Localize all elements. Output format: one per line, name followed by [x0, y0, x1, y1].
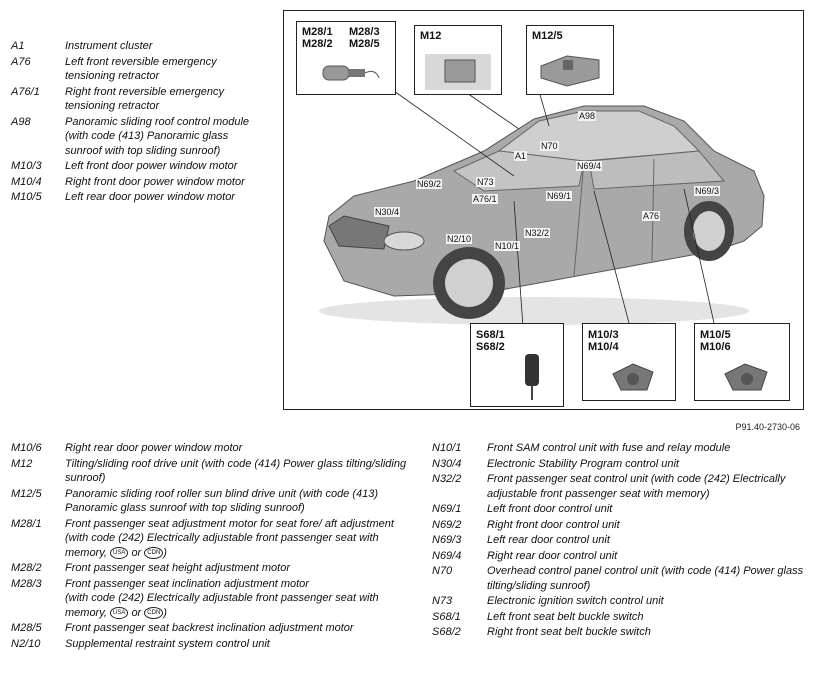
seat-motor-icon [297, 22, 395, 94]
label-n73: N73 [477, 177, 494, 187]
legend-code: N70 [432, 565, 453, 577]
callout-label: S68/1 [476, 329, 505, 341]
callout-label: M28/2 [302, 38, 333, 50]
legend-row [11, 85, 266, 114]
car-diagram [283, 10, 804, 410]
legend-row [432, 594, 807, 609]
label-n70: N70 [541, 141, 558, 151]
legend-row [11, 487, 411, 516]
legend-or: or [131, 606, 142, 619]
legend-row [432, 472, 807, 501]
legend-desc-text: Electronic ignition switch control unit [487, 595, 664, 607]
usa-symbol: USA [110, 607, 128, 619]
legend-code: N10/1 [432, 442, 462, 454]
callout-label: M10/5 [700, 329, 731, 341]
legend-row [432, 625, 807, 640]
callout-label: M28/3 [349, 26, 380, 38]
legend-code: A76/1 [11, 85, 40, 98]
legend-code: N30/4 [432, 457, 462, 470]
callout-roof-drive [414, 25, 502, 95]
legend-desc [65, 577, 411, 621]
callout-label: M12 [420, 30, 442, 42]
legend-desc [487, 441, 807, 456]
legend-note: (with code (242) Electrically adjustable front passenger seat with memory, [65, 592, 379, 619]
label-n69-3: N69/3 [695, 186, 720, 196]
legend-desc-text: Electronic Stability Program control unit [487, 457, 679, 470]
callout-label: M28/1 [302, 26, 333, 38]
label-n2-10: N2/10 [447, 234, 472, 244]
legend-desc [65, 487, 411, 516]
callout-buckle [470, 323, 564, 407]
callout-label: M10/3 [588, 329, 619, 341]
callout-seat-motors [296, 21, 396, 95]
legend-desc-text: Overhead control panel control unit (with code (414) Power glass tilting/sliding sunroof) [487, 565, 804, 592]
legend-desc [487, 610, 807, 625]
legend-row [11, 457, 411, 486]
legend-desc-text: Right front door power window motor [65, 175, 245, 188]
label-a76: A76 [643, 211, 660, 221]
legend-row [11, 621, 411, 636]
legend-code: M10/6 [11, 442, 42, 454]
legend-desc-text: Front passenger seat height adjustment motor [65, 562, 291, 574]
legend-top [11, 39, 266, 206]
legend-desc-text: Tilting/sliding roof drive unit (with code (414) Power glass tilting/sliding sunroof) [65, 457, 407, 484]
legend-desc-text: Right rear door control unit [487, 549, 618, 562]
legend-desc [487, 518, 807, 533]
legend-code: A1 [11, 40, 25, 52]
legend-desc [65, 55, 266, 84]
legend-row [432, 549, 807, 564]
legend-row [11, 637, 411, 652]
legend-row [11, 517, 411, 561]
legend-desc [487, 594, 807, 609]
legend-desc-text: Front SAM control unit with fuse and relay module [487, 442, 731, 454]
legend-desc [487, 549, 807, 564]
legend-desc-text: Panoramic sliding roof control module (with code (413) Panoramic glass sunroof with top sliding sunroof) [65, 115, 250, 157]
buckle-icon [471, 324, 563, 406]
legend-row [11, 39, 266, 54]
legend-code: M10/4 [11, 175, 42, 188]
legend-note: (with code (242) Electrically adjustable front passenger seat with memory, [65, 532, 379, 559]
legend-desc-text: Panoramic sliding roof roller sun blind drive unit (with code (413) Panoramic glass sunroof with top sliding sunroof) [65, 487, 379, 514]
label-n10-1: N10/1 [495, 241, 520, 251]
legend-code: M12 [11, 457, 33, 470]
legend-close: ) [163, 546, 167, 559]
roof-drive-icon [415, 26, 501, 94]
legend-desc-text: Left front reversible emergency tensioning retractor [65, 55, 217, 82]
legend-desc-text: Left rear door power window motor [65, 191, 235, 203]
legend-code: A76 [11, 55, 31, 68]
label-a1: A1 [515, 151, 527, 161]
legend-desc-text: Right front seat belt buckle switch [487, 626, 651, 638]
legend-desc-text: Left front seat belt buckle switch [487, 610, 644, 623]
legend-code: M28/2 [11, 562, 42, 574]
callout-label: M10/6 [700, 341, 731, 353]
legend-desc [487, 533, 807, 548]
legend-desc-text: Left rear door control unit [487, 534, 610, 546]
legend-code: N73 [432, 595, 453, 607]
callout-rear-windows [694, 323, 790, 401]
legend-desc [487, 472, 807, 501]
legend-row [11, 175, 266, 190]
label-n69-1: N69/1 [547, 191, 572, 201]
callout-label: M12/5 [532, 30, 563, 42]
cdn-symbol: CDN [144, 547, 163, 559]
legend-row [11, 190, 266, 205]
legend-desc [65, 621, 411, 636]
label-n30-4: N30/4 [375, 207, 400, 217]
legend-desc-text: Front passenger seat adjustment motor for seat fore/ aft adjustment [65, 517, 394, 530]
legend-row [432, 457, 807, 472]
callout-label: S68/2 [476, 341, 505, 353]
legend-row [11, 115, 266, 159]
legend-code: N69/1 [432, 503, 462, 515]
legend-row [11, 55, 266, 84]
legend-code: M10/3 [11, 160, 42, 172]
label-n69-4: N69/4 [577, 161, 602, 171]
legend-desc-text: Instrument cluster [65, 40, 153, 52]
legend-code: M28/1 [11, 517, 42, 530]
legend-desc [487, 502, 807, 517]
label-n69-2: N69/2 [417, 179, 442, 189]
legend-desc-text: Front passenger seat inclination adjustment motor [65, 577, 309, 590]
legend-row [432, 533, 807, 548]
legend-row [432, 564, 807, 593]
legend-desc [65, 85, 266, 114]
legend-desc [65, 561, 411, 576]
legend-code: M10/5 [11, 191, 42, 203]
legend-bottom-left [11, 441, 411, 652]
legend-desc-text: Front passenger seat backrest inclination adjustment motor [65, 622, 354, 634]
legend-desc [65, 637, 411, 652]
legend-desc-text: Right front reversible emergency tensioning retractor [65, 85, 224, 112]
legend-code: A98 [11, 115, 31, 128]
callout-sunblind-drive [526, 25, 614, 95]
legend-desc [487, 457, 807, 472]
legend-row [432, 502, 807, 517]
callout-label: M28/5 [349, 38, 380, 50]
legend-desc [65, 190, 266, 205]
legend-code: S68/1 [432, 610, 461, 623]
legend-desc-text: Supplemental restraint system control unit [65, 637, 270, 650]
label-a76-1: A76/1 [473, 194, 497, 204]
legend-desc [65, 159, 266, 174]
legend-desc [65, 115, 266, 159]
legend-desc [487, 625, 807, 640]
legend-desc-text: Left front door control unit [487, 503, 613, 515]
legend-desc [65, 441, 411, 456]
callout-label: M10/4 [588, 341, 619, 353]
legend-code: N69/3 [432, 534, 462, 546]
legend-desc [65, 457, 411, 486]
legend-desc [65, 175, 266, 190]
legend-desc-text: Front passenger seat control unit (with code (242) Electrically adjustable front passenger seat with memory) [487, 473, 786, 500]
callout-front-windows [582, 323, 676, 401]
window-motor-icon [695, 324, 789, 400]
legend-code: N32/2 [432, 473, 462, 485]
legend-bottom-right [432, 441, 807, 641]
legend-code: M28/3 [11, 577, 42, 590]
legend-row [432, 441, 807, 456]
cdn-symbol: CDN [144, 607, 163, 619]
usa-symbol: USA [110, 547, 128, 559]
legend-or: or [131, 546, 142, 559]
legend-row [432, 518, 807, 533]
legend-code: M28/5 [11, 622, 42, 634]
window-motor-icon [583, 324, 675, 400]
legend-code: N69/2 [432, 518, 462, 531]
legend-desc-text: Right rear door power window motor [65, 442, 243, 454]
label-a98: A98 [579, 111, 596, 121]
legend-desc-text: Left front door power window motor [65, 160, 238, 172]
legend-code: N69/4 [432, 549, 462, 562]
sunblind-drive-icon [527, 26, 613, 94]
legend-code: N2/10 [11, 637, 41, 650]
legend-desc [65, 517, 411, 561]
legend-row [11, 561, 411, 576]
legend-desc-text: Right front door control unit [487, 518, 620, 531]
label-n32-2: N32/2 [525, 228, 550, 238]
legend-desc [487, 564, 807, 593]
legend-code: S68/2 [432, 626, 461, 638]
legend-row [432, 610, 807, 625]
legend-code: M12/5 [11, 487, 42, 500]
legend-close: ) [163, 606, 167, 619]
figure-reference: P91.40-2730-06 [735, 422, 800, 432]
legend-row [11, 577, 411, 621]
legend-row [11, 441, 411, 456]
legend-desc [65, 39, 266, 54]
legend-row [11, 159, 266, 174]
